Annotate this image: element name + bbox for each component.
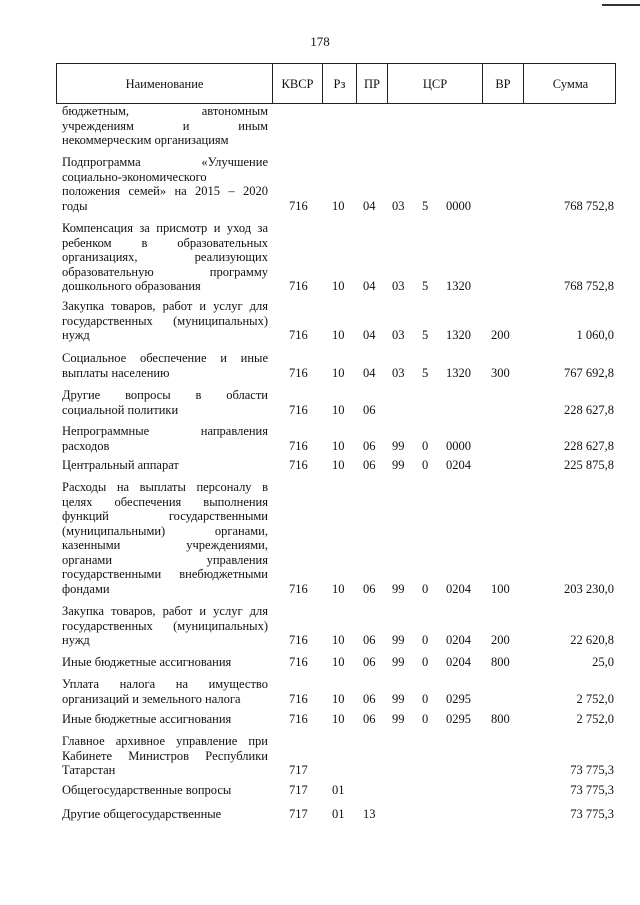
cell-csr2: 0: [422, 581, 429, 596]
cell-rz: 10: [332, 402, 345, 417]
cell-sum: 228 627,8: [564, 402, 614, 417]
row-name: [62, 458, 268, 473]
cell-csr1: 99: [392, 438, 405, 453]
cell-csr1: 03: [392, 279, 405, 293]
header-pr: ПР: [356, 64, 387, 103]
cell-sum: 767 692,8: [564, 365, 614, 380]
row-name: [62, 104, 268, 148]
cell-rz: 10: [332, 581, 345, 596]
row-name: [62, 677, 268, 706]
cell-sum: 73 775,3: [570, 783, 614, 797]
row-name-line: фондами: [62, 581, 110, 596]
cell-sum: 768 752,8: [564, 279, 614, 293]
row-name: [62, 655, 268, 670]
cell-pr: 06: [363, 581, 376, 596]
cell-csr3: 1320: [446, 328, 471, 342]
cell-rz: 10: [332, 438, 345, 453]
row-name-line: организациях, реализующих: [62, 250, 268, 264]
row-name-line: Иные бюджетные ассигнования: [62, 655, 232, 669]
row-name-line: организаций и земельного налога: [62, 691, 241, 706]
cell-pr: 06: [363, 438, 376, 453]
cell-rz: 10: [332, 279, 345, 293]
cell-csr3: 0295: [446, 712, 471, 726]
cell-csr3: 0204: [446, 458, 471, 472]
table-row: [0, 807, 640, 822]
row-name-line: ребенком в образовательных: [62, 235, 268, 250]
cell-csr2: 0: [422, 655, 429, 669]
top-rule: [602, 4, 640, 6]
row-name: [62, 221, 268, 294]
row-name-line: Подпрограмма «Улучшение: [62, 155, 268, 169]
row-name: [62, 783, 268, 798]
cell-csr1: 99: [392, 458, 405, 472]
row-name: [62, 807, 268, 822]
row-name-line: Другие общегосударственные: [62, 807, 222, 821]
header-name: Наименование: [125, 77, 204, 91]
cell-sum: 1 060,0: [576, 328, 614, 342]
table-row: [0, 480, 640, 596]
row-name: [62, 480, 268, 596]
cell-rz: 10: [332, 365, 345, 380]
header-csr: ЦСР: [387, 64, 482, 103]
cell-csr3: 0204: [446, 581, 471, 596]
cell-csr2: 0: [422, 712, 429, 726]
cell-kvsr: 716: [289, 581, 308, 596]
table-row: [0, 424, 640, 453]
row-name: [62, 299, 268, 343]
row-name-line: функций государственными: [62, 509, 268, 523]
cell-sum: 228 627,8: [564, 438, 614, 453]
cell-csr2: 5: [422, 365, 429, 380]
table-row: [0, 351, 640, 380]
cell-csr2: 0: [422, 691, 429, 706]
cell-rz: 10: [332, 328, 345, 342]
cell-csr2: 5: [422, 328, 429, 342]
cell-kvsr: 717: [289, 763, 308, 777]
row-name: [62, 424, 268, 453]
cell-sum: 768 752,8: [564, 198, 614, 213]
row-name-line: социальной политики: [62, 402, 179, 417]
cell-pr: 04: [363, 328, 376, 342]
table-row: [0, 458, 640, 473]
cell-kvsr: 716: [289, 279, 308, 293]
cell-csr1: 99: [392, 655, 405, 669]
cell-csr3: 0204: [446, 655, 471, 669]
cell-csr1: 03: [392, 198, 405, 213]
cell-sum: 25,0: [592, 655, 614, 669]
row-name: [62, 155, 268, 213]
cell-kvsr: 716: [289, 438, 308, 453]
cell-kvsr: 716: [289, 458, 308, 472]
cell-rz: 10: [332, 655, 345, 669]
row-name-line: (муниципальными) органами,: [62, 523, 268, 538]
cell-rz: 10: [332, 691, 345, 706]
table-header: [56, 63, 616, 104]
row-name-line: казенными учреждениями,: [62, 538, 268, 552]
row-name: [62, 712, 268, 727]
row-name-line: государственных (муниципальных): [62, 618, 268, 633]
row-name-line: Социальное обеспечение и иные: [62, 351, 268, 365]
cell-pr: 06: [363, 691, 376, 706]
row-name-line: расходов: [62, 438, 110, 453]
cell-csr1: 99: [392, 691, 405, 706]
cell-csr2: 0: [422, 633, 429, 647]
row-name-line: Расходы на выплаты персоналу в: [62, 480, 268, 494]
table-row: [0, 155, 640, 213]
cell-kvsr: 716: [289, 655, 308, 669]
cell-csr3: 0204: [446, 633, 471, 647]
table-row: [0, 655, 640, 670]
row-name: [62, 351, 268, 380]
row-name-line: образовательную программу: [62, 264, 268, 279]
row-name-line: государственных (муниципальных): [62, 313, 268, 328]
cell-kvsr: 716: [289, 198, 308, 213]
header-kvsr: КВСР: [272, 64, 322, 103]
cell-pr: 06: [363, 655, 376, 669]
row-name-line: Общегосударственные вопросы: [62, 783, 232, 797]
cell-csr1: 99: [392, 581, 405, 596]
cell-csr1: 99: [392, 633, 405, 647]
cell-sum: 2 752,0: [576, 712, 614, 726]
cell-csr2: 0: [422, 458, 429, 472]
cell-csr3: 1320: [446, 365, 471, 380]
cell-pr: 04: [363, 365, 376, 380]
row-name-line: Другие вопросы в области: [62, 388, 268, 402]
cell-sum: 22 620,8: [570, 633, 614, 647]
cell-kvsr: 716: [289, 365, 308, 380]
table-row: [0, 104, 640, 148]
cell-pr: 06: [363, 458, 376, 472]
cell-kvsr: 716: [289, 633, 308, 647]
page-number: 178: [310, 34, 330, 49]
cell-rz: 10: [332, 198, 345, 213]
cell-csr1: 03: [392, 365, 405, 380]
row-name-line: Уплата налога на имущество: [62, 677, 268, 691]
row-name-line: нужд: [62, 328, 90, 342]
cell-pr: 06: [363, 633, 376, 647]
row-name-line: органами управления: [62, 552, 268, 567]
table-row: [0, 677, 640, 706]
row-name-line: Кабинете Министров Республики: [62, 748, 268, 763]
row-name-line: Непрограммные направления: [62, 424, 268, 438]
row-name: [62, 734, 268, 778]
header-rz: Рз: [322, 64, 356, 103]
row-name: [62, 388, 268, 417]
row-name-line: Закупка товаров, работ и услуг для: [62, 299, 268, 313]
cell-pr: 13: [363, 807, 376, 821]
cell-kvsr: 716: [289, 402, 308, 417]
cell-pr: 04: [363, 279, 376, 293]
cell-rz: 10: [332, 633, 345, 647]
cell-kvsr: 717: [289, 783, 308, 797]
cell-sum: 2 752,0: [576, 691, 614, 706]
row-name-line: Компенсация за присмотр и уход за: [62, 221, 268, 235]
cell-vr: 800: [491, 655, 510, 669]
row-name-line: Иные бюджетные ассигнования: [62, 712, 232, 726]
cell-rz: 10: [332, 458, 345, 472]
row-name-line: Главное архивное управление при: [62, 734, 268, 748]
cell-csr1: 99: [392, 712, 405, 726]
row-name-line: выплаты населению: [62, 365, 170, 380]
row-name-line: некоммерческим организациям: [62, 133, 229, 147]
cell-kvsr: 716: [289, 328, 308, 342]
cell-csr3: 0000: [446, 198, 471, 213]
table-row: [0, 783, 640, 798]
table-row: [0, 388, 640, 417]
cell-csr2: 5: [422, 198, 429, 213]
cell-vr: 300: [491, 365, 510, 380]
table-row: [0, 604, 640, 648]
cell-kvsr: 716: [289, 712, 308, 726]
cell-csr1: 03: [392, 328, 405, 342]
cell-pr: 04: [363, 198, 376, 213]
cell-pr: 06: [363, 712, 376, 726]
row-name-line: положения семей» на 2015 – 2020: [62, 184, 268, 198]
row-name-line: целях обеспечения выполнения: [62, 494, 268, 509]
table-row: [0, 712, 640, 727]
cell-csr3: 0295: [446, 691, 471, 706]
row-name-line: Закупка товаров, работ и услуг для: [62, 604, 268, 618]
header-sum: Сумма: [523, 64, 617, 103]
row-name-line: годы: [62, 198, 88, 213]
row-name-line: социально-экономического: [62, 169, 207, 184]
cell-vr: 200: [491, 633, 510, 647]
cell-sum: 225 875,8: [564, 458, 614, 472]
row-name-line: учреждениям и иным: [62, 118, 268, 133]
table-row: [0, 299, 640, 343]
row-name-line: бюджетным, автономным: [62, 104, 268, 118]
header-vr: ВР: [482, 64, 523, 103]
cell-sum: 73 775,3: [570, 807, 614, 821]
row-name-line: Татарстан: [62, 763, 116, 777]
table-row: [0, 734, 640, 778]
cell-vr: 100: [491, 581, 510, 596]
row-name: [62, 604, 268, 648]
cell-kvsr: 717: [289, 807, 308, 821]
cell-rz: 01: [332, 807, 345, 821]
cell-kvsr: 716: [289, 691, 308, 706]
cell-vr: 800: [491, 712, 510, 726]
cell-pr: 06: [363, 402, 376, 417]
row-name-line: дошкольного образования: [62, 279, 201, 293]
cell-vr: 200: [491, 328, 510, 342]
row-name-line: государственными внебюджетными: [62, 567, 268, 581]
cell-csr3: 1320: [446, 279, 471, 293]
cell-sum: 203 230,0: [564, 581, 614, 596]
cell-csr2: 5: [422, 279, 429, 293]
cell-sum: 73 775,3: [570, 763, 614, 777]
row-name-line: нужд: [62, 633, 90, 647]
row-name-line: Центральный аппарат: [62, 458, 179, 472]
cell-csr2: 0: [422, 438, 429, 453]
table-row: [0, 221, 640, 294]
cell-rz: 01: [332, 783, 345, 797]
cell-csr3: 0000: [446, 438, 471, 453]
cell-rz: 10: [332, 712, 345, 726]
